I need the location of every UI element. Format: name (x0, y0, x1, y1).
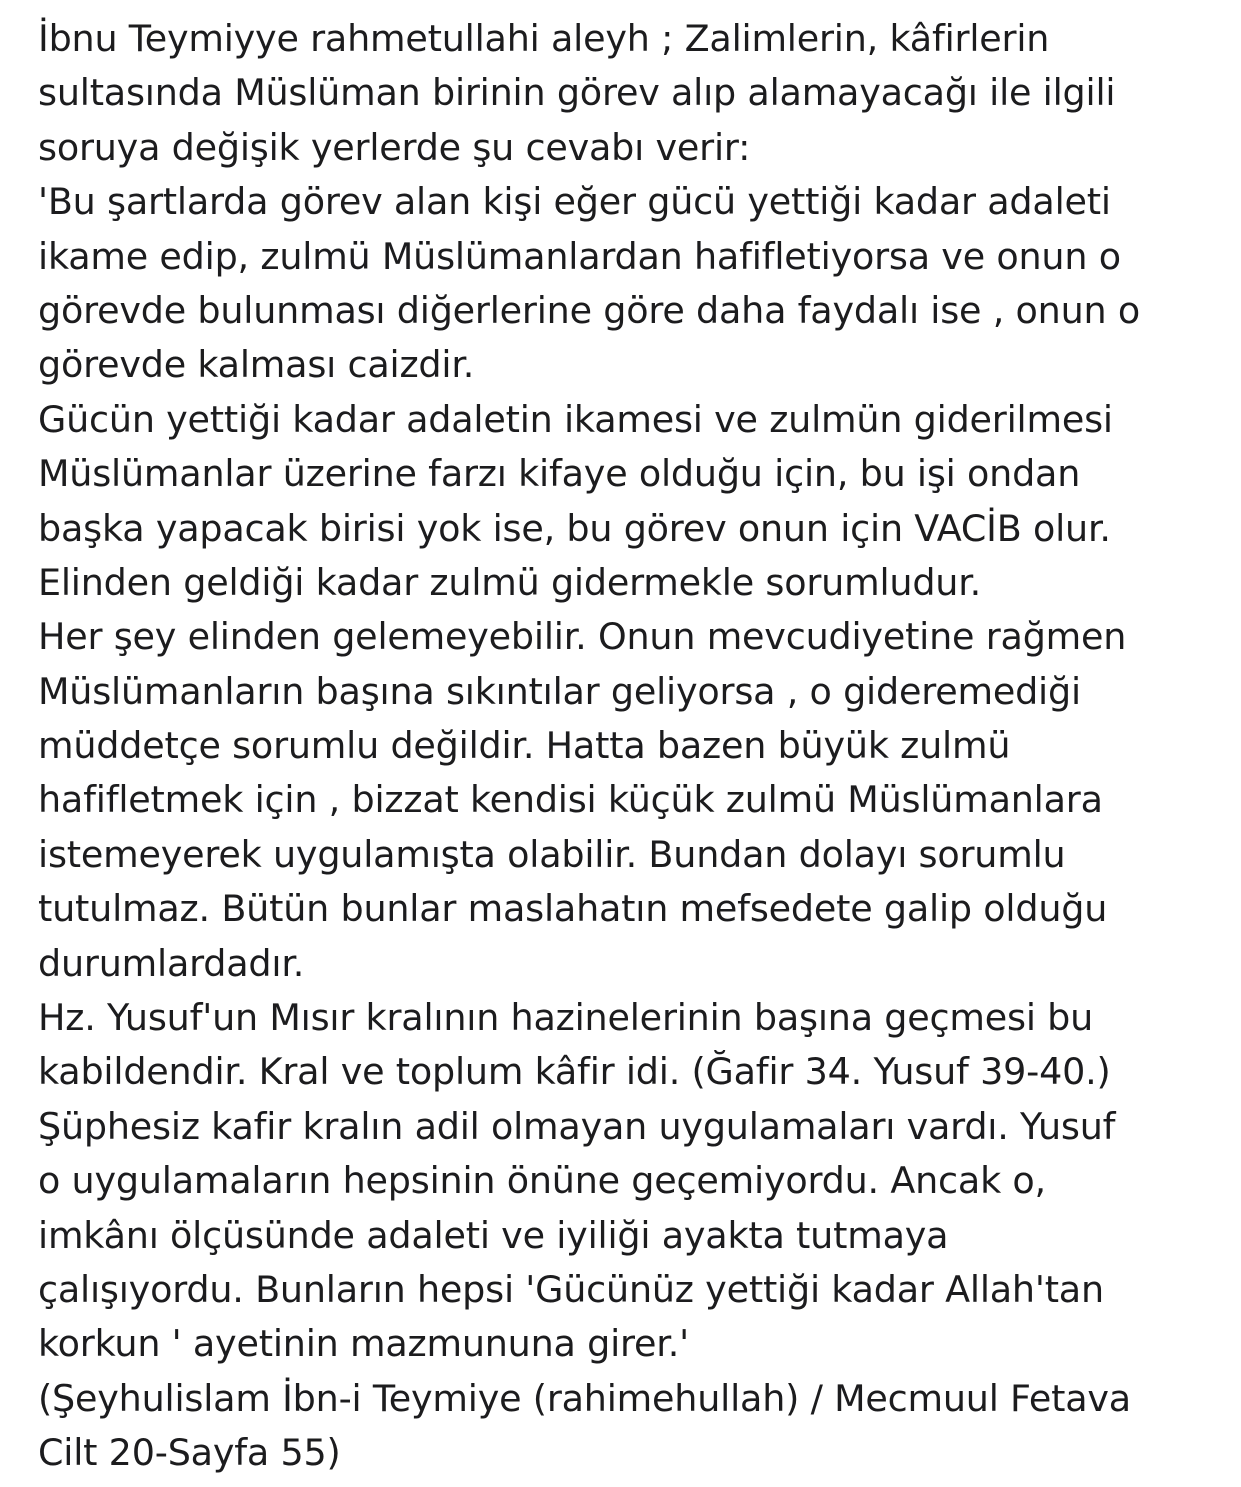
text-line: korkun ' ayetinin mazmununa girer.' (38, 1322, 689, 1366)
text-line: başka yapacak birisi yok ise, bu görev onun için VACİB olur. (38, 506, 1111, 550)
text-line: Her şey elinden gelemeyebilir. Onun mevcudiyetine rağmen (38, 615, 1127, 659)
citation-line: Cilt 20-Sayfa 55) (38, 1431, 341, 1475)
text-line: hafifletmek için , bizzat kendisi küçük zulmü Müslümanlara (38, 778, 1103, 822)
text-line: kabildendir. Kral ve toplum kâfir idi. (Ğafir 34. Yusuf 39-40.) (38, 1050, 1111, 1094)
text-line: Gücün yettiği kadar adaletin ikamesi ve zulmün giderilmesi (38, 397, 1113, 441)
text-line: 'Bu şartlarda görev alan kişi eğer gücü yettiği kadar adaleti (38, 180, 1111, 224)
text-line: tutulmaz. Bütün bunlar maslahatın mefsedete galip olduğu (38, 887, 1108, 931)
citation-line: (Şeyhulislam İbn-i Teymiye (rahimehullah) / Mecmuul Fetava (38, 1376, 1131, 1420)
text-line: imkânı ölçüsünde adaleti ve iyiliği ayakta tutmaya (38, 1213, 949, 1257)
text-line: çalışıyordu. Bunların hepsi 'Gücünüz yettiği kadar Allah'tan (38, 1267, 1104, 1311)
text-line: istemeyerek uygulamışta olabilir. Bundan dolayı sorumlu (38, 832, 1066, 876)
text-line: Şüphesiz kafir kralın adil olmayan uygulamaları vardı. Yusuf (38, 1104, 1116, 1148)
text-line: Müslümanların başına sıkıntılar geliyorsa , o gideremediği (38, 669, 1081, 713)
text-line: görevde bulunması diğerlerine göre daha faydalı ise , onun o (38, 288, 1140, 332)
text-line: Elinden geldiği kadar zulmü gidermekle sorumludur. (38, 560, 982, 604)
text-line: sultasında Müslüman birinin görev alıp alamayacağı ile ilgili (38, 71, 1116, 115)
text-line: İbnu Teymiyye rahmetullahi aleyh ; Zalimlerin, kâfirlerin (38, 17, 1050, 60)
text-line: müddetçe sorumlu değildir. Hatta bazen büyük zulmü (38, 724, 1011, 768)
text-line: Müslümanlar üzerine farzı kifaye olduğu için, bu işi ondan (38, 452, 1081, 496)
text-line: soruya değişik yerlerde şu cevabı verir: (38, 125, 751, 169)
text-line: görevde kalması caizdir. (38, 343, 475, 387)
text-line: o uygulamaların hepsinin önüne geçemiyordu. Ancak o, (38, 1159, 1046, 1203)
text-line: durumlardadır. (38, 941, 305, 985)
quote-text (38, 12, 1221, 1481)
text-line: Hz. Yusuf'un Mısır kralının hazinelerinin başına geçmesi bu (38, 996, 1094, 1040)
text-line: ikame edip, zulmü Müslümanlardan hafifletiyorsa ve onun o (38, 234, 1121, 278)
